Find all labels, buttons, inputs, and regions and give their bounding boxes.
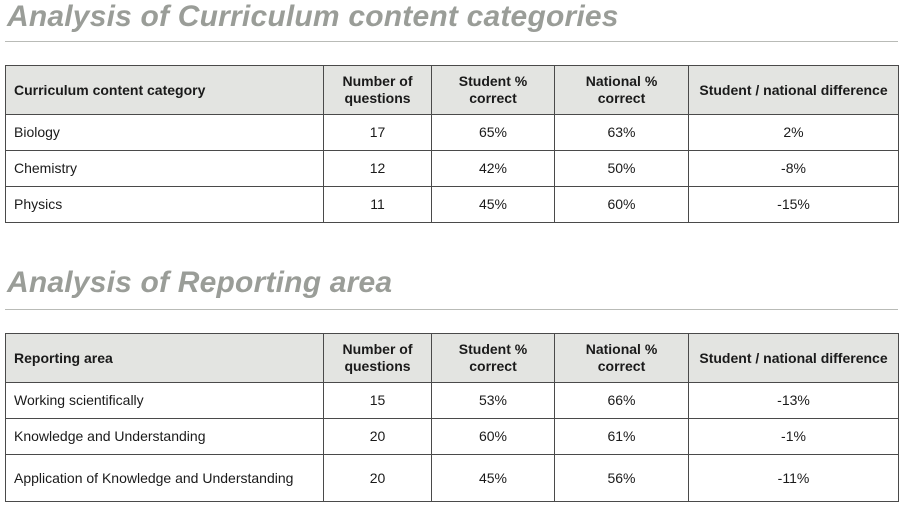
reporting-heading-rule (5, 309, 898, 310)
cell-questions: 11 (324, 187, 432, 223)
cell-category: Chemistry (6, 151, 324, 187)
header-student: Student % correct (432, 334, 555, 383)
header-difference: Student / national difference (689, 66, 899, 115)
table-row (6, 455, 899, 502)
header-national: National % correct (555, 66, 689, 115)
cell-national: 50% (555, 151, 689, 187)
table-header-row (6, 334, 899, 383)
cell-national: 56% (555, 455, 689, 502)
cell-category: Biology (6, 115, 324, 151)
cell-student: 60% (432, 419, 555, 455)
cell-student: 65% (432, 115, 555, 151)
header-questions: Number of questions (324, 334, 432, 383)
cell-student: 45% (432, 455, 555, 502)
cell-questions: 17 (324, 115, 432, 151)
header-student: Student % correct (432, 66, 555, 115)
cell-national: 66% (555, 383, 689, 419)
cell-student: 53% (432, 383, 555, 419)
header-national: National % correct (555, 334, 689, 383)
cell-national: 61% (555, 419, 689, 455)
cell-difference: 2% (689, 115, 899, 151)
table-row (6, 383, 899, 419)
header-questions: Number of questions (324, 66, 432, 115)
table-row (6, 419, 899, 455)
cell-student: 45% (432, 187, 555, 223)
curriculum-heading: Analysis of Curriculum content categories (7, 0, 619, 33)
cell-difference: -8% (689, 151, 899, 187)
cell-area: Application of Knowledge and Understanding (6, 455, 324, 502)
reporting-heading: Analysis of Reporting area (7, 266, 393, 299)
reporting-table (5, 333, 899, 502)
cell-national: 63% (555, 115, 689, 151)
cell-difference: -15% (689, 187, 899, 223)
cell-difference: -13% (689, 383, 899, 419)
cell-category: Physics (6, 187, 324, 223)
cell-difference: -11% (689, 455, 899, 502)
cell-questions: 12 (324, 151, 432, 187)
header-category: Curriculum content category (6, 66, 324, 115)
header-area: Reporting area (6, 334, 324, 383)
cell-questions: 20 (324, 455, 432, 502)
header-difference: Student / national difference (689, 334, 899, 383)
cell-area: Knowledge and Understanding (6, 419, 324, 455)
cell-area: Working scientifically (6, 383, 324, 419)
cell-difference: -1% (689, 419, 899, 455)
cell-questions: 15 (324, 383, 432, 419)
cell-questions: 20 (324, 419, 432, 455)
cell-student: 42% (432, 151, 555, 187)
cell-national: 60% (555, 187, 689, 223)
